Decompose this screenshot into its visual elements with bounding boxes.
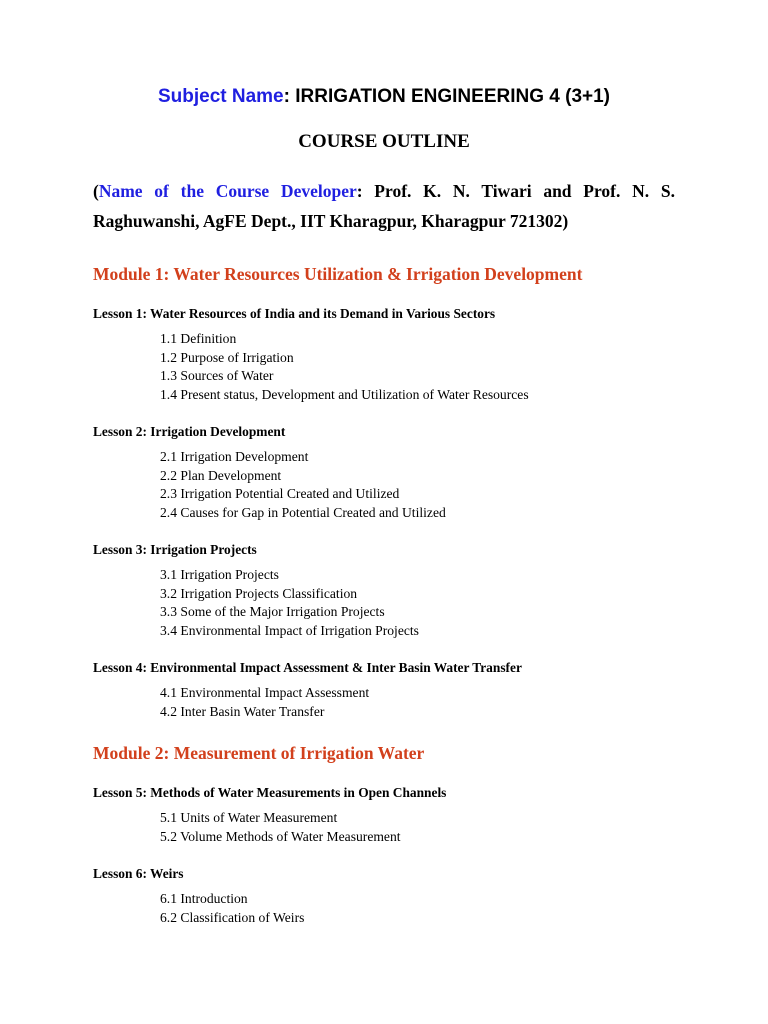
lesson-heading: Lesson 4: Environmental Impact Assessment & Inter Basin Water Transfer — [93, 660, 522, 675]
topic-list — [160, 448, 446, 522]
lesson-heading: Lesson 3: Irrigation Projects — [93, 542, 257, 557]
topic-item: 1.2 Purpose of Irrigation — [160, 349, 294, 365]
topic-item: 2.3 Irrigation Potential Created and Utilized — [160, 486, 400, 501]
topic-item: 1.1 Definition — [160, 331, 237, 346]
topic-item: 1.3 Sources of Water — [160, 368, 274, 383]
topic-item: 5.1 Units of Water Measurement — [160, 810, 338, 825]
module-heading: Module 1: Water Resources Utilization & Irrigation Development — [93, 264, 583, 284]
subject-value: : IRRIGATION ENGINEERING 4 (3+1) — [283, 86, 611, 107]
module-heading: Module 2: Measurement of Irrigation Water — [93, 743, 425, 763]
course-outline-heading: COURSE OUTLINE — [298, 131, 470, 152]
topic-list — [160, 809, 401, 846]
topic-list — [160, 890, 304, 927]
topic-item: 3.2 Irrigation Projects Classification — [160, 585, 358, 601]
topic-item: 4.2 Inter Basin Water Transfer — [160, 703, 325, 719]
topic-item: 3.1 Irrigation Projects — [160, 567, 279, 582]
developer-label: Name of the Course Developer — [98, 181, 357, 201]
topic-item: 6.1 Introduction — [160, 891, 248, 906]
topic-item: 3.4 Environmental Impact of Irrigation Projects — [160, 622, 419, 638]
course-developer — [93, 176, 675, 236]
developer-close-paren: ) — [562, 211, 569, 231]
subject-line — [0, 86, 768, 108]
lesson-heading: Lesson 5: Methods of Water Measurements in Open Channels — [93, 785, 447, 800]
topic-item: 6.2 Classification of Weirs — [160, 909, 305, 925]
topic-item: 4.1 Environmental Impact Assessment — [160, 685, 370, 700]
topic-item: 3.3 Some of the Major Irrigation Projects — [160, 604, 385, 619]
topic-list — [160, 566, 419, 640]
subject-label: Subject Name — [157, 86, 284, 107]
topic-item: 2.1 Irrigation Development — [160, 449, 309, 464]
topic-list — [160, 684, 369, 721]
topic-item: 2.4 Causes for Gap in Potential Created and Utilized — [160, 504, 446, 520]
topic-list — [160, 330, 529, 404]
lesson-heading: Lesson 1: Water Resources of India and its Demand in Various Sectors — [93, 306, 496, 321]
topic-item: 2.2 Plan Development — [160, 467, 282, 483]
topic-item: 5.2 Volume Methods of Water Measurement — [160, 828, 401, 844]
lesson-heading: Lesson 2: Irrigation Development — [93, 424, 286, 439]
developer-text: : Prof. K. N. Tiwari and Prof. N. S. Raghuwanshi, AgFE Dept., IIT Kharagpur, Kharagpur 721302 — [93, 181, 675, 231]
lesson-heading: Lesson 6: Weirs — [93, 866, 184, 881]
developer-open-paren: ( — [93, 181, 99, 201]
topic-item: 1.4 Present status, Development and Utilization of Water Resources — [160, 386, 529, 402]
